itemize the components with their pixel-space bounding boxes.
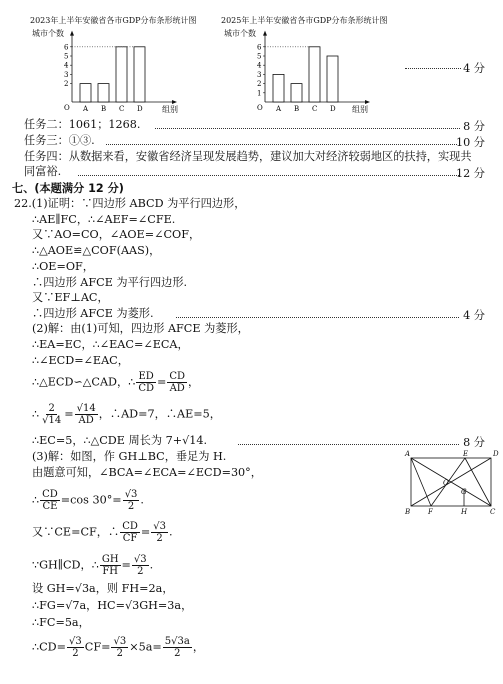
chart2-bar-B [291,84,302,102]
chart1-ytick-label: 4 [64,61,69,70]
proof-line-8: ∴四边形 AFCE 为菱形. [32,307,154,320]
chart2-x-arrow [365,100,370,104]
chart2-bar-D [327,56,338,102]
label-o: O [443,479,449,487]
score-8-proof: 8 分 [463,436,485,449]
task-two: 任务二：1061；1268. [24,118,141,131]
score-8-task2: 8 分 [463,120,485,133]
proof-line-14: ∴EC=5，∴△CDE 周长为 7+√14. [32,434,208,447]
proof-line-1: 22.(1)证明：∵四边形 ABCD 为平行四边形， [14,197,246,210]
chart1-category-C: C [119,105,125,113]
fraction-gh-fh: $\frac{GH}{FH}$ [101,554,119,577]
chart1-bar-A [80,84,91,102]
label-c: C [490,508,496,516]
proof-line-7: 又∵EF⊥AC， [32,291,109,304]
score-4-proof: 4 分 [463,309,485,322]
task-four-line1: 任务四：从数据来看，安徽省经济呈现发展趋势，建议加大对经济较弱地区的扶持，实现共 [24,150,472,163]
chart1-bar-C [116,47,127,102]
fraction-sqrt3-2: $\frac{√3}{2}$ [124,489,138,512]
proof-line-20: 设 GH=√3a，则 FH=2a， [32,582,174,595]
chart2-bar-C [309,47,320,102]
chart1-ylabel: 城市个数 [32,29,64,38]
chart2-bar-A [273,74,284,102]
chart2-category-B: B [294,105,300,113]
proof-line-12: ∴△ECD∽△CAD，∴ $\frac{ED}{CD}$ = $\frac{CD}{AD}$ ， [32,371,200,394]
label-h: H [461,508,468,516]
score-4-chart: 4 分 [463,62,485,75]
chart2-plot [247,32,377,112]
chart1-y-arrow [70,31,74,36]
proof-line-11: ∴∠ECD=∠EAC， [32,354,129,367]
chart2-ytick-label: 6 [257,43,262,52]
chart1-category-D: D [137,105,143,113]
chart1-ytick-label: 3 [64,70,69,79]
segment-af [411,458,431,506]
proof-line-22: ∴FC=5a， [32,616,90,629]
label-a: A [405,450,411,458]
fraction-sqrt3-2: $\frac{√3}{2}$ [113,636,127,659]
section-seven-heading: 七、(本题满分 12 分) [12,182,124,195]
chart2-category-D: D [330,105,336,113]
proof-line-23: ∴CD= $\frac{√3}{2}$ CF= $\frac{√3}{2}$ ×5a= $\frac{5√3a}{2}$ ， [32,636,205,659]
segment-ec [465,458,491,506]
label-g: G [461,488,467,496]
score-10-task3: 10 分 [456,136,485,149]
chart2-title: 2025年上半年安徽省各市GDP分布条形统计图 [221,16,388,25]
chart2-category-A: A [276,105,282,113]
fraction-ed-cd: $\frac{ED}{CD}$ [138,371,154,394]
chart1-xlabel: 组别 [162,105,178,114]
chart1-plot [54,32,184,112]
chart2-y-arrow [263,31,267,36]
task-four-line2: 同富裕. [24,165,62,178]
proof-line-2: ∴AE∥FC，∴∠AEF=∠CFE. [32,213,176,226]
proof-line-17: ∴ $\frac{CD}{CE}$ =cos 30°= $\frac{√3}{2}$ . [32,489,144,512]
chart1-title: 2023年上半年安徽省各市GDP分布条形统计图 [30,16,197,25]
score-12-task4: 12 分 [456,167,485,180]
fraction-sqrt14-ad: $\frac{√14}{AD}$ [76,403,96,426]
task-three: 任务三：①③. [24,134,95,147]
fraction-cd-ce: $\frac{CD}{CE}$ [42,489,58,512]
chart2-ytick-label: 4 [257,61,262,70]
chart1-x-arrow [172,100,177,104]
label-f: F [428,508,433,516]
proof-line-18: 又∵CE=CF，∴ $\frac{CD}{CF}$ = $\frac{√3}{2}$ . [32,521,173,544]
proof-line-5: ∴OE=OF， [32,260,94,273]
proof-line-21: ∴FG=√7a，HC=√3GH=3a， [32,599,193,612]
fraction-sqrt3-2: $\frac{√3}{2}$ [153,521,166,544]
chart1-ytick-label: 6 [64,43,69,52]
fraction-cd-cf: $\frac{CD}{CF}$ [122,521,138,544]
fraction-cd-ad: $\frac{CD}{AD}$ [169,371,186,394]
chart1-category-B: B [101,105,107,113]
geometry-figure [405,450,499,516]
fraction-5sqrt3a-2: $\frac{5√3a}{2}$ [164,636,190,659]
fraction-sqrt3-2: $\frac{√3}{2}$ [133,554,147,577]
chart2-ylabel: 城市个数 [224,29,256,38]
label-e: E [463,450,469,458]
fraction-sqrt3-2: $\frac{√3}{2}$ [69,636,82,659]
label-b: B [405,508,411,516]
chart2-ytick-label: 3 [257,70,262,79]
chart1-bar-B [98,84,109,102]
chart1-category-A: A [83,105,89,113]
chart2-origin: O [257,104,263,112]
chart1-ytick-label: 2 [64,80,69,89]
proof-line-6: ∴四边形 AFCE 为平行四边形. [32,276,188,289]
proof-line-3: 又∵AO=CO，∠AOE=∠COF， [32,228,201,241]
proof-line-15: (3)解：如图，作 GH⊥BC，垂足为 H. [32,450,227,463]
label-d: D [493,450,499,458]
chart2-category-C: C [312,105,318,113]
chart2-ytick-label: 5 [257,52,262,61]
chart2-ytick-label: 1 [257,89,262,98]
chart2-xlabel: 组别 [352,105,368,114]
proof-line-4: ∴△AOE≌△COF(AAS)， [32,244,161,257]
chart1-origin: O [64,104,70,112]
proof-line-16: 由题意可知，∠BCA=∠ECA=∠ECD=30°， [32,466,262,479]
proof-line-9: (2)解：由(1)可知，四边形 AFCE 为菱形， [32,322,249,335]
chart1-ytick-label: 5 [64,52,69,61]
proof-line-10: ∴EA=EC，∴∠EAC=∠ECA， [32,338,189,351]
proof-line-13: ∴ $\frac{2}{√14}$ = $\frac{√14}{AD}$ ，∴AD=7，∴AE=5， [32,403,221,426]
chart2-ytick-label: 2 [257,80,262,89]
proof-line-19: ∵GH∥CD，∴ $\frac{GH}{FH}$ = $\frac{√3}{2}$ . [32,554,154,577]
fraction-2-sqrt14: $\frac{2}{√14}$ [42,403,62,426]
chart1-bar-D [134,47,145,102]
